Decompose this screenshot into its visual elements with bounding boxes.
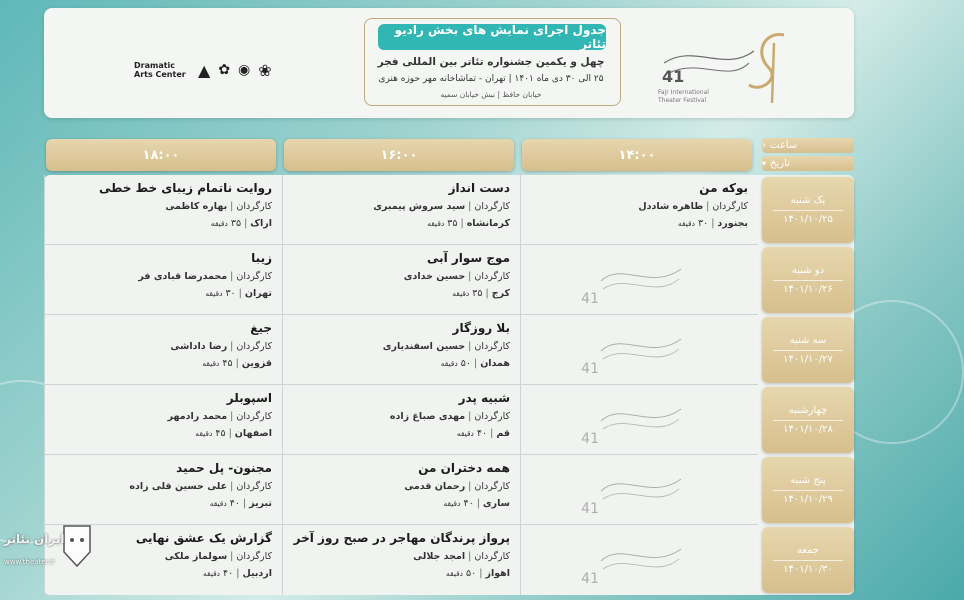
day-name: پنج شنبه (790, 474, 826, 486)
schedule-cell-wed-1400-empty (520, 385, 758, 455)
schedule-cell-wed-1800: اسپوبلر کارگردان|محمد رادمهر اصفهان|۴۵ دقیقه (44, 385, 282, 455)
day-date: ۱۴۰۱/۱۰/۲۷ (773, 350, 843, 369)
director-label: کارگردان (236, 481, 272, 492)
city: اهواز (485, 568, 510, 579)
director-label: کارگردان (474, 551, 510, 562)
schedule-cell-tue-1400-empty (520, 315, 758, 385)
festival-logo (644, 23, 794, 111)
dates-venue: ۲۵ الی ۳۰ دی ماه ۱۴۰۱ | تهران - تماشاخانه مهر حوزه هنری (378, 74, 604, 84)
duration: ۳۰ (225, 288, 236, 299)
duration: ۴۰ (223, 568, 234, 579)
director-label: کارگردان (236, 201, 272, 212)
logo-text-en-2: Theater Festival (658, 97, 707, 104)
schedule-cell-thu-1400-empty (520, 455, 758, 525)
show-title: مجنون- پل حمید (176, 461, 272, 475)
show-title: روایت ناتمام زیبای خط خطی (98, 181, 272, 195)
director-name: مهدی صباغ زاده (389, 411, 466, 422)
festival-emblem-icon (581, 251, 691, 309)
director-name: حسین خدادی (403, 271, 466, 282)
show-title: گزارش یک عشق نهایی (135, 531, 272, 545)
time-axis-text: ساعت (770, 140, 798, 151)
column-header-1600: ۱۶:۰۰ (284, 139, 514, 171)
minutes-label: دقیقه (446, 569, 464, 578)
city: تهران (244, 288, 272, 299)
time-axis-label (762, 138, 854, 153)
director-name: محمدرضا قبادی فر (138, 271, 228, 282)
director-label: کارگردان (474, 411, 510, 422)
sponsor-logos (134, 53, 344, 87)
day-date: ۱۴۰۱/۱۰/۲۶ (773, 280, 843, 299)
date-axis-text: تاریخ (770, 158, 790, 169)
show-title: اسپوبلر (226, 391, 272, 405)
column-header-1400: ۱۴:۰۰ (522, 139, 752, 171)
ornament-logo-icon: ❀ (258, 60, 272, 80)
duration: ۵۰ (460, 358, 471, 369)
column-header-1800: ۱۸:۰۰ (46, 139, 276, 171)
book-logo-icon: ▲ (198, 60, 211, 80)
day-date: ۱۴۰۱/۱۰/۳۰ (773, 560, 843, 579)
show-title: پرواز پرندگان مهاجر در صبح روز آخر (293, 531, 510, 545)
duration: ۴۰ (463, 498, 474, 509)
day-name: چهارشنبه (788, 404, 828, 416)
svg-text:41: 41 (581, 571, 599, 587)
director-label: کارگردان (236, 551, 272, 562)
city: اراک (250, 218, 272, 229)
day-label-sunday (762, 177, 854, 243)
duration: ۳۰ (697, 218, 709, 229)
director-label: کارگردان (474, 201, 510, 212)
city: ساری (482, 498, 510, 509)
festival-emblem-icon (581, 531, 691, 589)
minutes-label: دقیقه (456, 429, 474, 438)
director-label: کارگردان (236, 341, 272, 352)
minutes-label: دقیقه (205, 289, 223, 298)
day-label-thursday (762, 457, 854, 523)
city: اردبیل (242, 568, 272, 579)
header-panel (44, 8, 854, 118)
schedule-cell-mon-1400-empty (520, 245, 758, 315)
city: اصفهان (234, 428, 272, 439)
duration: ۴۵ (222, 358, 233, 369)
director-name: حسین اسفندیاری (382, 341, 466, 352)
logo-number: 41 (662, 67, 685, 86)
director-name: رضا داداشی (170, 341, 228, 352)
day-name: جمعه (796, 544, 820, 556)
schedule-cell-fri-1800: گزارش یک عشق نهایی کارگردان|سولماز ملکی اردبیل|۴۰ دقیقه (44, 525, 282, 595)
minutes-label: دقیقه (202, 359, 220, 368)
minutes-label: دقیقه (195, 429, 213, 438)
director-name: طاهره شاددل (638, 201, 704, 212)
minutes-label: دقیقه (452, 289, 470, 298)
duration: ۴۰ (476, 428, 488, 439)
director-name: رحمان قدمی (404, 481, 466, 492)
minutes-label: دقیقه (203, 569, 221, 578)
schedule-cell-mon-1800: زیبا کارگردان|محمدرضا قبادی فر تهران|۳۰ دقیقه (44, 245, 282, 315)
day-label-wednesday (762, 387, 854, 453)
calligraphy-logo-icon: ✿ (218, 62, 231, 78)
day-date: ۱۴۰۱/۱۰/۲۸ (773, 420, 843, 439)
day-label-monday (762, 247, 854, 313)
chevron-left-icon: ‹ (762, 140, 766, 151)
director-label: کارگردان (474, 271, 510, 282)
city: کرج (491, 288, 510, 299)
schedule-cell-sun-1800: روایت ناتمام زیبای خط خطی کارگردان|بهاره کاظمی اراک|۳۵ دقیقه (44, 175, 282, 245)
watermark-url: www.theater.ir (4, 558, 55, 566)
director-name: بهاره کاظمی (165, 201, 228, 212)
show-title: زیبا (251, 251, 272, 265)
minutes-label: دقیقه (427, 219, 445, 228)
schedule-cell-mon-1600: موج سوار آبی کارگردان|حسین خدادی کرج|۳۵ دقیقه (282, 245, 520, 315)
director-label: کارگردان (474, 481, 510, 492)
theater-mask-icon (62, 522, 92, 568)
director-name: سولماز ملکی (164, 551, 228, 562)
logo-text-en-1: Fajr International (658, 89, 709, 96)
page-title: جدول اجرای نمایش های بخش رادیو تئاتر (378, 24, 606, 50)
duration: ۵۰ (466, 568, 477, 579)
director-name: امجد جلالی (413, 551, 466, 562)
day-date: ۱۴۰۱/۱۰/۲۹ (773, 490, 843, 509)
director-name: علی حسین قلی زاده (129, 481, 228, 492)
festival-emblem-icon (581, 391, 691, 449)
iran-theater-watermark (2, 518, 94, 580)
director-label: کارگردان (236, 411, 272, 422)
show-title: بوکه من (699, 181, 748, 195)
duration: ۳۵ (230, 218, 242, 229)
chevron-down-icon: ▾ (762, 159, 767, 168)
festival-name: چهل و یکمین جشنواره تئاتر بین المللی فجر (377, 56, 605, 68)
address: خیابان حافظ | نبش خیابان سمیه (440, 90, 542, 99)
schedule-cell-fri-1400-empty (520, 525, 758, 595)
date-axis-label (762, 156, 854, 171)
festival-emblem-icon (581, 321, 691, 379)
duration: ۴۵ (215, 428, 226, 439)
schedule-cell-thu-1600: همه دختران من کارگردان|رحمان قدمی ساری|۴۰ دقیقه (282, 455, 520, 525)
schedule-cell-wed-1600: شبیه پدر کارگردان|مهدی صباغ زاده قم|۴۰ دقیقه (282, 385, 520, 455)
city: همدان (480, 358, 510, 369)
director-name: سید سروش پیمبری (373, 201, 466, 212)
schedule-cell-tue-1600: بلا روزگار کارگردان|حسین اسفندیاری همدان|۵۰ دقیقه (282, 315, 520, 385)
day-date: ۱۴۰۱/۱۰/۲۵ (773, 210, 843, 229)
show-title: جیغ (250, 321, 272, 335)
minutes-label: دقیقه (209, 499, 227, 508)
schedule-cell-fri-1600: پرواز پرندگان مهاجر در صبح روز آخر کارگردان|امجد جلالی اهواز|۵۰ دقیقه (282, 525, 520, 595)
duration: ۳۵ (447, 218, 458, 229)
schedule-cell-sun-1600: دست انداز کارگردان|سید سروش پیمبری کرمانشاه|۳۵ دقیقه (282, 175, 520, 245)
show-title: دست انداز (448, 181, 510, 195)
city: تبریز (249, 498, 272, 509)
day-label-friday (762, 527, 854, 593)
show-title: همه دختران من (418, 461, 510, 475)
day-label-tuesday (762, 317, 854, 383)
show-title: بلا روزگار (452, 321, 510, 335)
minutes-label: دقیقه (677, 219, 695, 228)
director-name: محمد رادمهر (167, 411, 228, 422)
minutes-label: دقیقه (440, 359, 458, 368)
schedule-cell-sun-1400: بوکه من کارگردان|طاهره شاددل بجنورد|۳۰ دقیقه (520, 175, 758, 245)
city: قم (496, 428, 510, 439)
minutes-label: دقیقه (443, 499, 461, 508)
city: کرمانشاه (466, 218, 510, 229)
director-label: کارگردان (236, 271, 272, 282)
day-name: یک شنبه (790, 194, 826, 206)
svg-text:41: 41 (581, 501, 599, 517)
svg-text:41: 41 (581, 291, 599, 307)
duration: ۴۰ (229, 498, 240, 509)
city: بجنورد (717, 218, 748, 229)
director-label: کارگردان (712, 201, 748, 212)
show-title: شبیه پدر (458, 391, 510, 405)
duration: ۳۵ (472, 288, 483, 299)
show-title: موج سوار آبی (426, 251, 510, 265)
minutes-label: دقیقه (210, 219, 228, 228)
festival-emblem-icon (581, 461, 691, 519)
watermark-text: ایران تئاتر (4, 532, 65, 546)
director-label: کارگردان (474, 341, 510, 352)
emblem-logo-icon: ◉ (238, 62, 251, 78)
schedule-cell-tue-1800: جیغ کارگردان|رضا داداشی قزوین|۴۵ دقیقه (44, 315, 282, 385)
day-name: سه شنبه (789, 334, 827, 346)
svg-text:41: 41 (581, 361, 599, 377)
city: قزوین (241, 358, 272, 369)
dramatic-arts-center-logo: Dramatic Arts Center (134, 61, 186, 79)
schedule-cell-thu-1800: مجنون- پل حمید کارگردان|علی حسین قلی زاده تبریز|۴۰ دقیقه (44, 455, 282, 525)
day-name: دو شنبه (791, 264, 825, 276)
svg-text:41: 41 (581, 431, 599, 447)
